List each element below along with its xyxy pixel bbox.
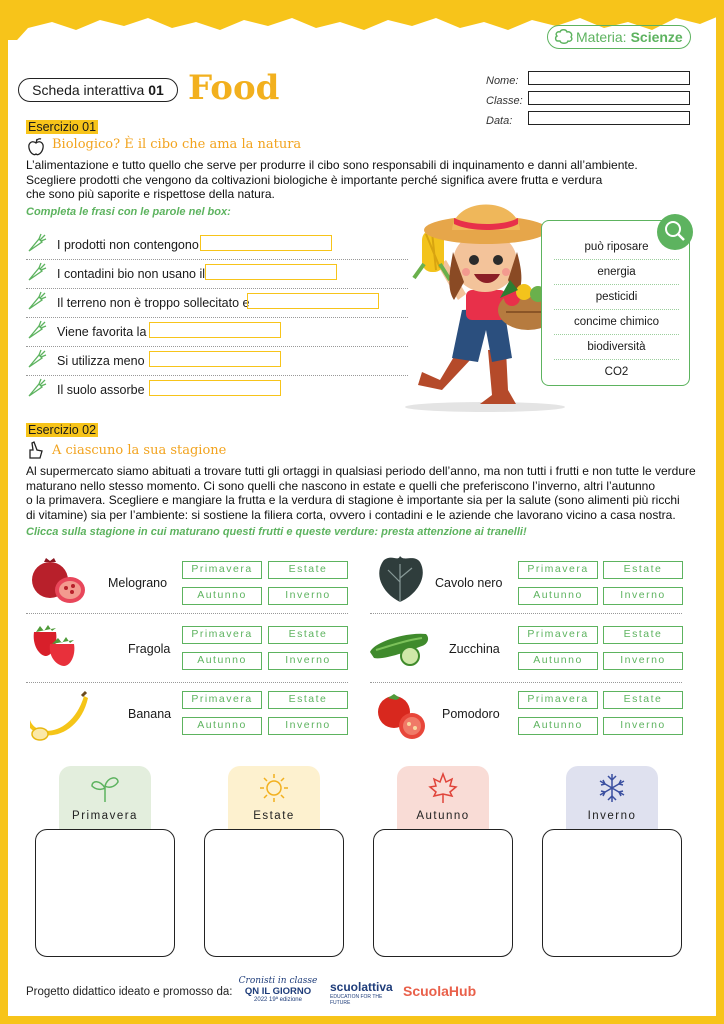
season-button-estate[interactable]: Estate xyxy=(268,691,348,709)
season-button-autunno[interactable]: Autunno xyxy=(518,652,598,670)
date-label: Data: xyxy=(486,115,513,127)
ex2-text-line: di vitamine) sia per l’ambiente: si sostiene la filiera corta, ovvero i contadini e le aziende che lavorano vicino a casa nostra. xyxy=(26,507,676,522)
answer-field[interactable] xyxy=(149,351,281,367)
exercise-2-text xyxy=(26,464,696,522)
word-item: pesticidi xyxy=(554,285,679,310)
season-button-estate[interactable]: Estate xyxy=(603,691,683,709)
season-button-autunno[interactable]: Autunno xyxy=(182,717,262,735)
subject-value: Scienze xyxy=(630,29,683,45)
answer-field[interactable] xyxy=(149,322,281,338)
word-item: biodiversità xyxy=(554,335,679,360)
exercise-2-label: Esercizio 02 xyxy=(28,423,97,437)
season-tab-label: Inverno xyxy=(587,810,637,822)
sentence-text: Si utilizza meno xyxy=(57,354,145,368)
season-button-primavera[interactable]: Primavera xyxy=(518,691,598,709)
date-field[interactable] xyxy=(528,111,690,125)
pomegranate-icon xyxy=(26,556,88,606)
logo-cronisti-line1: Cronisti in classe xyxy=(238,976,318,986)
logo-scuolattiva xyxy=(330,980,396,1006)
brain-icon xyxy=(554,29,574,45)
ex2-text-line: o la primavera. Scegliere e mangiare la frutta e la verdura di stagione è importante sia per la salute (sono alimenti più ricchi xyxy=(26,493,680,507)
drop-zone-primavera[interactable] xyxy=(35,829,175,957)
snowflake-icon xyxy=(597,772,627,804)
season-button-inverno[interactable]: Inverno xyxy=(603,717,683,735)
sprout-icon xyxy=(90,772,120,804)
season-button-inverno[interactable]: Inverno xyxy=(268,587,348,605)
item-label: Cavolo nero xyxy=(435,576,503,590)
season-button-autunno[interactable]: Autunno xyxy=(518,717,598,735)
logo-scuolattiva-text: scuolattiva xyxy=(330,980,393,994)
divider xyxy=(370,613,682,614)
season-button-inverno[interactable]: Inverno xyxy=(268,652,348,670)
carrot-icon xyxy=(26,261,48,283)
season-button-estate[interactable]: Estate xyxy=(603,561,683,579)
page-title: Food xyxy=(188,68,280,108)
class-label: Classe: xyxy=(486,95,523,107)
name-label: Nome: xyxy=(486,75,519,87)
season-button-primavera[interactable]: Primavera xyxy=(182,626,262,644)
item-label: Pomodoro xyxy=(442,707,500,721)
season-button-inverno[interactable]: Inverno xyxy=(603,587,683,605)
exercise-1-title: Biologico? È il cibo che ama la natura xyxy=(52,137,302,152)
drop-zone-estate[interactable] xyxy=(204,829,344,957)
answer-field[interactable] xyxy=(200,235,332,251)
season-button-primavera[interactable]: Primavera xyxy=(518,561,598,579)
search-button[interactable] xyxy=(657,214,693,250)
sentence-text: Il terreno non è troppo sollecitato e xyxy=(57,296,250,310)
logo-scuolattiva-sub: EDUCATION FOR THE FUTURE xyxy=(330,994,383,1006)
season-tab-label: Primavera xyxy=(72,810,138,822)
drop-zone-inverno[interactable] xyxy=(542,829,682,957)
word-item: può riposare xyxy=(554,235,679,260)
sentence-text: I prodotti non contengono xyxy=(57,238,199,252)
sentence-row xyxy=(26,375,408,405)
drop-zone-autunno[interactable] xyxy=(373,829,513,957)
sentence-text: Viene favorita la xyxy=(57,325,147,339)
search-icon xyxy=(657,214,693,250)
ex1-text-line: L’alimentazione e tutto quello che serve per produrre il cibo sono responsabili di inquinamento e danni all’ambiente. xyxy=(26,158,638,172)
subject-badge xyxy=(547,25,691,49)
season-button-estate[interactable]: Estate xyxy=(268,626,348,644)
divider xyxy=(370,682,682,683)
exercise-2-title: A ciascuno la sua stagione xyxy=(52,443,227,458)
season-button-primavera[interactable]: Primavera xyxy=(182,561,262,579)
carrot-icon xyxy=(26,232,48,254)
word-item: CO2 xyxy=(604,366,629,378)
season-tab-primavera xyxy=(59,766,151,830)
banana-icon xyxy=(26,690,90,742)
exercise-1-text xyxy=(26,158,686,202)
season-tab-estate xyxy=(228,766,320,830)
logo-cronisti xyxy=(232,976,324,1006)
ex1-text-line: Scegliere prodotti che vengono da coltivazioni biologiche è importante perché significa avere frutta e verdura xyxy=(26,172,603,187)
sentence-text: Il suolo assorbe xyxy=(57,383,145,397)
season-button-primavera[interactable]: Primavera xyxy=(182,691,262,709)
divider xyxy=(26,613,348,614)
strawberry-icon xyxy=(28,622,80,668)
divider xyxy=(26,682,348,683)
word-item: energia xyxy=(554,260,679,285)
ex2-text-line: maturano nello stesso momento. Ci sono quelli che nascono in estate e quelli che preferiscono l’inverno, altri l’autunno xyxy=(26,478,656,493)
class-field[interactable] xyxy=(528,91,690,105)
season-button-inverno[interactable]: Inverno xyxy=(603,652,683,670)
carrot-icon xyxy=(26,290,48,312)
apple-icon xyxy=(26,137,46,157)
sentence-row xyxy=(26,230,408,260)
carrot-icon xyxy=(26,377,48,399)
sun-icon xyxy=(259,772,289,804)
season-button-autunno[interactable]: Autunno xyxy=(182,652,262,670)
logo-scuolahub: ScuolaHub xyxy=(403,983,477,999)
item-label: Melograno xyxy=(108,576,168,590)
answer-field[interactable] xyxy=(149,380,281,396)
item-label: Fragola xyxy=(128,642,171,656)
sentence-row xyxy=(26,288,408,318)
logo-cronisti-line2: QN IL GIORNO xyxy=(244,986,312,997)
season-tab-inverno xyxy=(566,766,658,830)
season-button-autunno[interactable]: Autunno xyxy=(518,587,598,605)
season-tab-label: Autunno xyxy=(416,810,470,822)
answer-field[interactable] xyxy=(205,264,337,280)
season-tab-autunno xyxy=(397,766,489,830)
footer-promo-text: Progetto didattico ideato e promosso da: xyxy=(26,986,233,998)
answer-field[interactable] xyxy=(247,293,379,309)
season-button-estate[interactable]: Estate xyxy=(268,561,348,579)
sentence-row xyxy=(26,317,408,347)
exercise-2-instruction: Clicca sulla stagione in cui maturano questi frutti e queste verdure: presta attenzione ai tranelli! xyxy=(26,526,527,538)
ex1-text-line: che sono più saporite e rispettose della natura. xyxy=(26,187,275,201)
ex2-text-line: Al supermercato siamo abituati a trovare tutti gli ortaggi in qualsiasi periodo dell’anno, ma non tutti i frutti e non tutte le verdure xyxy=(26,464,696,478)
worksheet-badge xyxy=(18,78,178,102)
season-tab-label: Estate xyxy=(253,810,295,822)
worksheet-label: Scheda interattiva xyxy=(32,82,145,98)
sentence-row xyxy=(26,346,408,376)
worksheet-number: 01 xyxy=(148,82,164,98)
item-label: Zucchina xyxy=(449,642,500,656)
name-field[interactable] xyxy=(528,71,690,85)
subject-label: Materia: xyxy=(576,29,627,45)
season-button-inverno[interactable]: Inverno xyxy=(268,717,348,735)
zucchini-icon xyxy=(366,626,432,668)
carrot-icon xyxy=(26,319,48,341)
season-button-estate[interactable]: Estate xyxy=(603,626,683,644)
sentence-row xyxy=(26,259,408,289)
kale-icon xyxy=(370,552,430,604)
pointing-hand-icon xyxy=(26,440,46,460)
season-button-autunno[interactable]: Autunno xyxy=(182,587,262,605)
exercise-1-label: Esercizio 01 xyxy=(28,120,97,134)
season-button-primavera[interactable]: Primavera xyxy=(518,626,598,644)
word-item: concime chimico xyxy=(554,310,679,335)
tomato-icon xyxy=(374,690,428,742)
sentence-text: I contadini bio non usano il xyxy=(57,267,206,281)
carrot-icon xyxy=(26,348,48,370)
exercise-1-instruction: Completa le frasi con le parole nel box: xyxy=(26,206,231,218)
item-label: Banana xyxy=(128,707,172,721)
logo-cronisti-line3: 2022 19ª edizione xyxy=(254,997,302,1003)
maple-leaf-icon xyxy=(428,772,458,804)
